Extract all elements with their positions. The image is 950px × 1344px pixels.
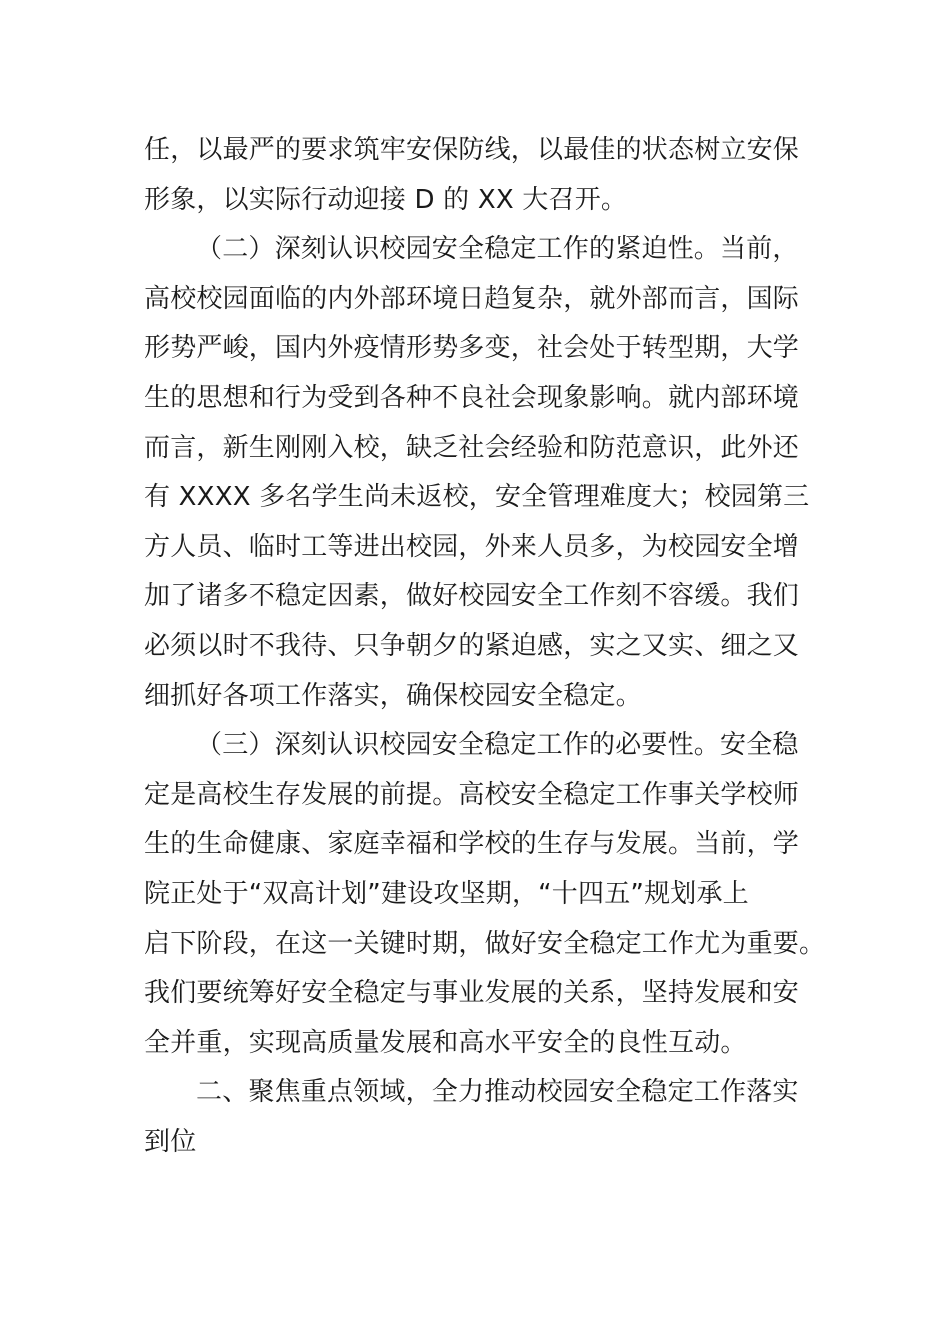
text-line: 形象，以实际行动迎接 D 的 XX 大召开。	[144, 184, 628, 215]
text-line: 而言，新生刚刚入校，缺乏社会经验和防范意识，此外还	[144, 432, 800, 463]
text-line: 有 XXXX 多名学生尚未返校，安全管理难度大；校园第三	[144, 482, 810, 513]
text-line: 加了诸多不稳定因素，做好校园安全工作刻不容缓。我们	[144, 581, 800, 612]
section-heading: 二、聚焦重点领域，全力推动校园安全稳定工作落实	[196, 1077, 799, 1108]
text-line: 启下阶段，在这一关键时期，做好安全稳定工作尤为重要。	[144, 928, 826, 959]
text-line: 院正处于“双高计划”建设攻坚期，“十四五”规划承上	[144, 878, 749, 909]
text-line: 生的生命健康、家庭幸福和学校的生存与发展。当前，学	[144, 829, 800, 860]
paragraph-start-line: （三）深刻认识校园安全稳定工作的必要性。安全稳	[196, 730, 799, 761]
section-heading-continuation: 到位	[144, 1126, 197, 1157]
text-line: 我们要统筹好安全稳定与事业发展的关系，坚持发展和安	[144, 978, 800, 1009]
text-line: 生的思想和行为受到各种不良社会现象影响。就内部环境	[144, 382, 800, 413]
text-line: 任，以最严的要求筑牢安保防线，以最佳的状态树立安保	[144, 135, 800, 165]
text-line: 必须以时不我待、只争朝夕的紧迫感，实之又实、细之又	[144, 630, 800, 661]
text-line: 定是高校生存发展的前提。高校安全稳定工作事关学校师	[144, 779, 800, 810]
text-line: 高校校园面临的内外部环境日趋复杂，就外部而言，国际	[144, 283, 800, 314]
paragraph-start-line: （二）深刻认识校园安全稳定工作的紧迫性。当前，	[196, 234, 799, 265]
text-line: 细抓好各项工作落实，确保校园安全稳定。	[144, 680, 642, 711]
text-line: 形势严峻，国内外疫情形势多变，社会处于转型期，大学	[144, 333, 800, 364]
text-line: 方人员、临时工等进出校园，外来人员多，为校园安全增	[144, 531, 800, 562]
document-body	[144, 126, 834, 1167]
text-line: 全并重，实现高质量发展和高水平安全的良性互动。	[144, 1027, 747, 1058]
